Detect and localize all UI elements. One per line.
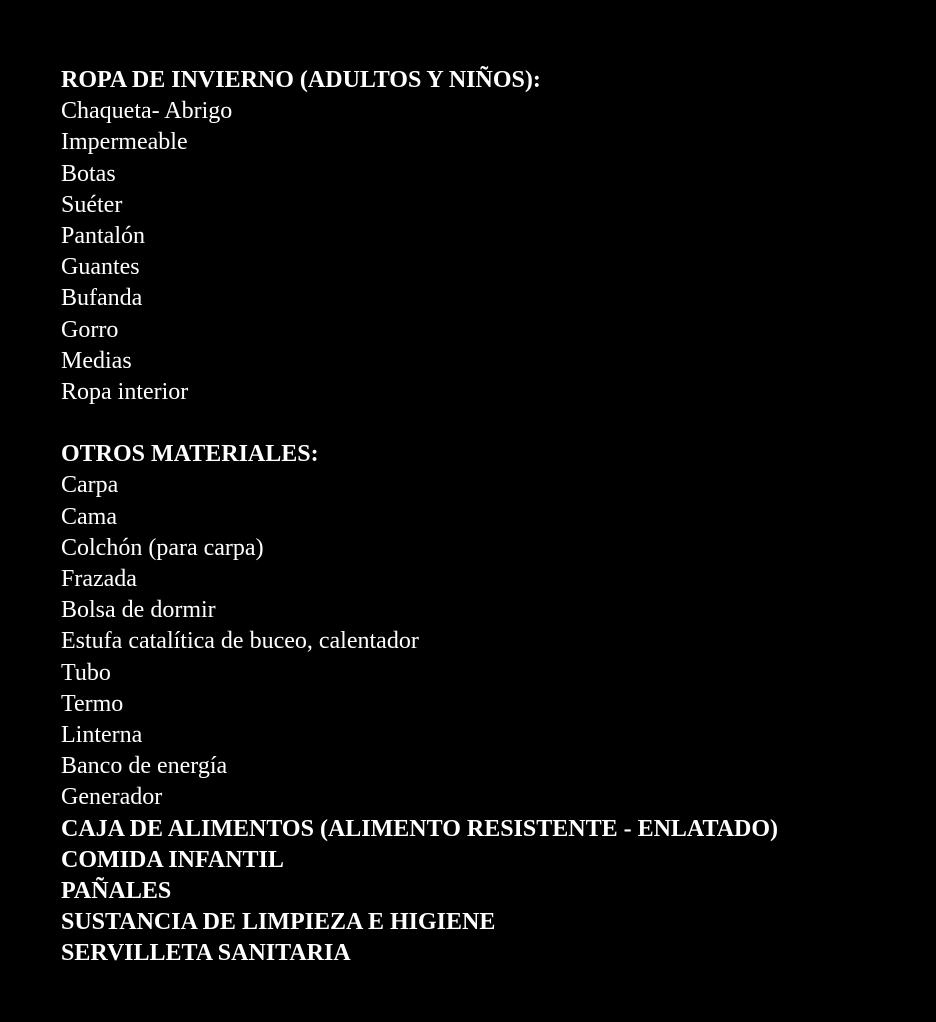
list-item: Termo [61, 690, 124, 717]
list-item: Linterna [61, 721, 143, 748]
list-item: Carpa [61, 472, 119, 499]
list-item: Bolsa de dormir [61, 597, 216, 624]
other-materials-section [61, 439, 921, 813]
list-item: Banco de energía [61, 753, 228, 780]
winter-clothing-list [61, 96, 921, 408]
other-materials-list [61, 470, 921, 813]
list-item: Medias [61, 347, 132, 374]
bold-list-item: CAJA DE ALIMENTOS (ALIMENTO RESISTENTE - ENLATADO) [61, 815, 779, 842]
donation-list-document [61, 65, 921, 969]
list-item: Estufa catalítica de buceo, calentador [61, 628, 419, 655]
bold-items-list [61, 814, 921, 970]
list-item: Chaqueta- Abrigo [61, 98, 233, 125]
winter-clothing-heading: ROPA DE INVIERNO (ADULTOS Y NIÑOS): [61, 67, 541, 93]
section-spacer [61, 408, 921, 439]
list-item: Gorro [61, 316, 119, 343]
list-item: Generador [61, 784, 163, 811]
list-item: Cama [61, 503, 117, 530]
list-item: Pantalón [61, 222, 145, 249]
list-item: Ropa interior [61, 378, 189, 405]
bold-list-item: SERVILLETA SANITARIA [61, 940, 351, 967]
list-item: Suéter [61, 191, 123, 218]
list-item: Impermeable [61, 129, 188, 156]
bold-list-item: PAÑALES [61, 877, 172, 904]
winter-clothing-section [61, 65, 921, 408]
bold-list-item: COMIDA INFANTIL [61, 846, 284, 873]
bold-list-item: SUSTANCIA DE LIMPIEZA E HIGIENE [61, 909, 496, 936]
list-item: Bufanda [61, 285, 143, 312]
list-item: Frazada [61, 566, 137, 592]
list-item: Botas [61, 160, 116, 187]
other-materials-heading: OTROS MATERIALES: [61, 441, 319, 468]
list-item: Tubo [61, 659, 111, 686]
list-item: Colchón (para carpa) [61, 534, 264, 561]
bold-items-section [61, 814, 921, 970]
list-item: Guantes [61, 254, 140, 281]
